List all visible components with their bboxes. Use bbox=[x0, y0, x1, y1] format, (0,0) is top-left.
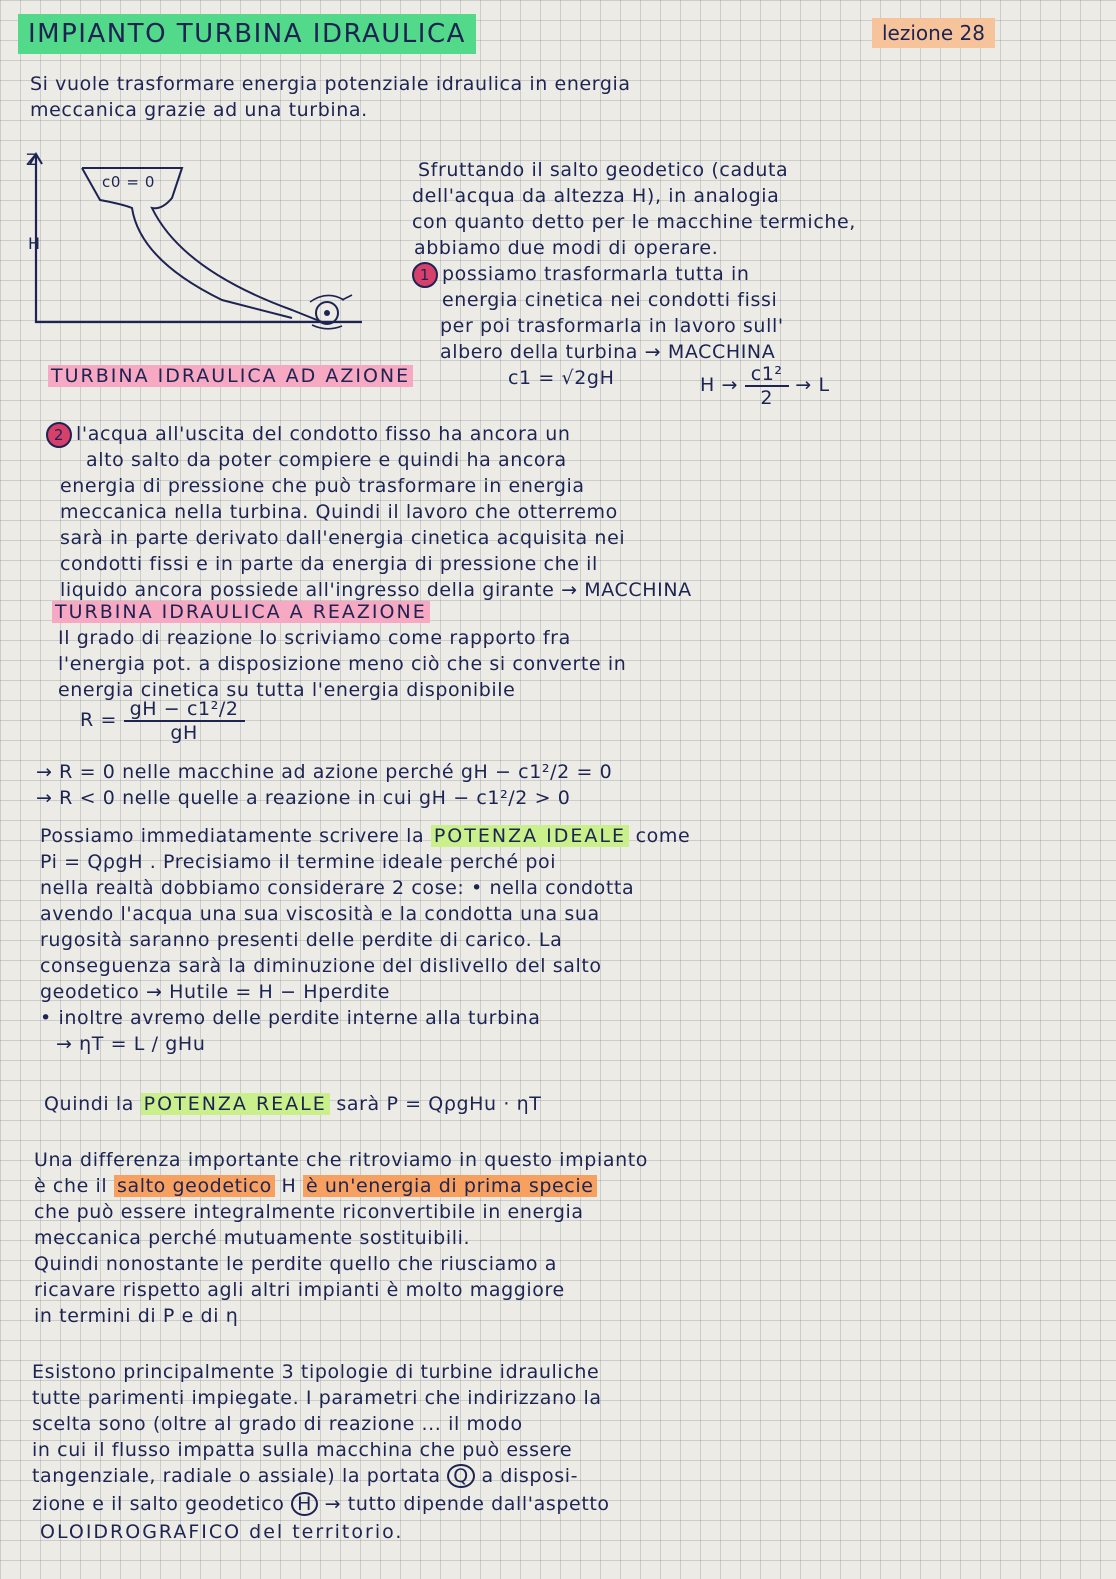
types-line-2: tutte parimenti impiegate. I parametri che indirizzano la bbox=[32, 1387, 602, 1409]
point-1-number: 1 bbox=[412, 262, 438, 288]
point-2-line-4: meccanica nella turbina. Quindi il lavoro che otterremo bbox=[60, 501, 618, 523]
head-symbol: H bbox=[291, 1492, 318, 1516]
right-line-3: con quanto detto per le macchine termiche, bbox=[412, 211, 856, 233]
right-line-1: Sfruttando il salto geodetico (caduta bbox=[418, 159, 789, 181]
real-power-highlight: POTENZA REALE bbox=[141, 1093, 330, 1115]
real-power-line: Quindi la POTENZA REALE sarà P = QρgHu · ηT bbox=[44, 1093, 542, 1115]
difference-line-4: meccanica perché mutuamente sostituibili. bbox=[34, 1227, 471, 1249]
point-1-line-4: albero della turbina → MACCHINA bbox=[440, 341, 776, 363]
difference-line-6: ricavare rispetto agli altri impianti è molto maggiore bbox=[34, 1279, 565, 1301]
reaction-line-1: Il grado di reazione lo scriviamo come rapporto fra bbox=[58, 627, 571, 649]
intro-line-1: Si vuole trasformare energia potenziale idraulica in energia bbox=[30, 73, 631, 95]
z-axis-label: Z bbox=[26, 150, 38, 169]
ideal-power-highlight: POTENZA IDEALE bbox=[431, 825, 629, 847]
turbine-sketch bbox=[22, 150, 382, 340]
point-2-line-5: sarà in parte derivato dall'energia cinetica acquisita nei bbox=[60, 527, 626, 549]
types-line-4: in cui il flusso impatta sulla macchina che può essere bbox=[32, 1439, 573, 1461]
point-2-line-1: 2 l'acqua all'uscita del condotto fisso ha ancora un bbox=[46, 422, 571, 448]
flow-rate-symbol: Q bbox=[447, 1464, 475, 1488]
difference-line-7: in termini di P e di η bbox=[34, 1305, 239, 1327]
types-line-7: OLOIDROGRAFICO del territorio. bbox=[40, 1521, 404, 1543]
point-2-line-3: energia di pressione che può trasformare in energia bbox=[60, 475, 585, 497]
lesson-number: lezione 28 bbox=[872, 18, 995, 48]
types-line-5: tangenziale, radiale o assiale) la portata Q a disposi- bbox=[32, 1465, 579, 1487]
geodetic-jump-highlight: salto geodetico bbox=[114, 1175, 275, 1197]
point-1-line-3: per poi trasformarla in lavoro sull' bbox=[440, 315, 784, 337]
h-label: H bbox=[28, 234, 41, 253]
difference-line-2: è che il salto geodetico H è un'energia di prima specie bbox=[34, 1174, 597, 1198]
point-1-line-2: energia cinetica nei condotti fissi bbox=[442, 289, 778, 311]
ideal-power-intro: Possiamo immediatamente scrivere la POTENZA IDEALE come bbox=[40, 825, 691, 847]
point-2-line-2: alto salto da poter compiere e quindi ha ancora bbox=[86, 449, 567, 471]
ideal-power-line-1: Pi = QρgH . Precisiamo il termine ideale perché poi bbox=[40, 851, 557, 873]
right-line-4: abbiamo due modi di operare. bbox=[414, 237, 719, 259]
ideal-power-line-2: nella realtà dobbiamo considerare 2 cose: • nella condotta bbox=[40, 877, 635, 899]
action-velocity-formula: c1 = √2gH bbox=[508, 367, 615, 389]
types-line-1: Esistono principalmente 3 tipologie di turbine idrauliche bbox=[32, 1361, 600, 1383]
intro-line-2: meccanica grazie ad una turbina. bbox=[30, 99, 368, 121]
difference-line-3: che può essere integralmente riconvertibile in energia bbox=[34, 1201, 584, 1223]
ideal-power-line-4: rugosità saranno presenti delle perdite di carico. La bbox=[40, 929, 563, 951]
reaction-case-reaction: → R < 0 nelle quelle a reazione in cui gH − c1²/2 > 0 bbox=[36, 787, 571, 809]
action-turbine-label: TURBINA IDRAULICA AD AZIONE bbox=[48, 364, 413, 388]
reaction-turbine-label: TURBINA IDRAULICA A REAZIONE bbox=[52, 600, 430, 624]
ideal-power-line-5: conseguenza sarà la diminuzione del dislivello del salto bbox=[40, 955, 602, 977]
page-title: IMPIANTO TURBINA IDRAULICA bbox=[18, 14, 476, 54]
difference-line-5: Quindi nonostante le perdite quello che riusciamo a bbox=[34, 1253, 558, 1275]
reaction-degree-formula: R = $\frac{\text{gH − c1²/2}}{gH}$ bbox=[80, 694, 245, 746]
right-line-2: dell'acqua da altezza H), in analogia bbox=[412, 185, 780, 207]
point-2-line-6: condotti fissi e in parte da energia di pressione che il bbox=[60, 553, 598, 575]
types-line-6: zione e il salto geodetico H → tutto dipende dall'aspetto bbox=[32, 1493, 610, 1515]
point-2-line-7: liquido ancora possiede all'ingresso della girante → MACCHINA bbox=[60, 579, 692, 601]
first-kind-energy-highlight: è un'energia di prima specie bbox=[303, 1175, 597, 1197]
ideal-power-line-6: geodetico → Hutile = H − Hperdite bbox=[40, 981, 391, 1003]
difference-line-1: Una differenza importante che ritroviamo in questo impianto bbox=[34, 1149, 648, 1171]
reaction-line-3: energia cinetica su tutta l'energia disponibile bbox=[58, 679, 516, 701]
point-1-line-1: 1 possiamo trasformarla tutta in bbox=[412, 262, 750, 288]
types-line-3: scelta sono (oltre al grado di reazione ... il modo bbox=[32, 1413, 523, 1435]
action-energy-chain: H → $\frac{\text{c1²}}{2}$ → L bbox=[700, 362, 830, 409]
ideal-power-line-7: • inoltre avremo delle perdite interne alla turbina bbox=[40, 1007, 541, 1029]
reaction-line-2: l'energia pot. a disposizione meno ciò che si converte in bbox=[58, 653, 627, 675]
ideal-power-line-3: avendo l'acqua una sua viscosità e la condotta una sua bbox=[40, 903, 600, 925]
point-2-number: 2 bbox=[46, 422, 72, 448]
reaction-case-action: → R = 0 nelle macchine ad azione perché gH − c1²/2 = 0 bbox=[36, 761, 613, 783]
c0-label: c0 = 0 bbox=[102, 173, 156, 191]
turbine-efficiency-formula: → ηT = L / gHu bbox=[56, 1033, 206, 1055]
